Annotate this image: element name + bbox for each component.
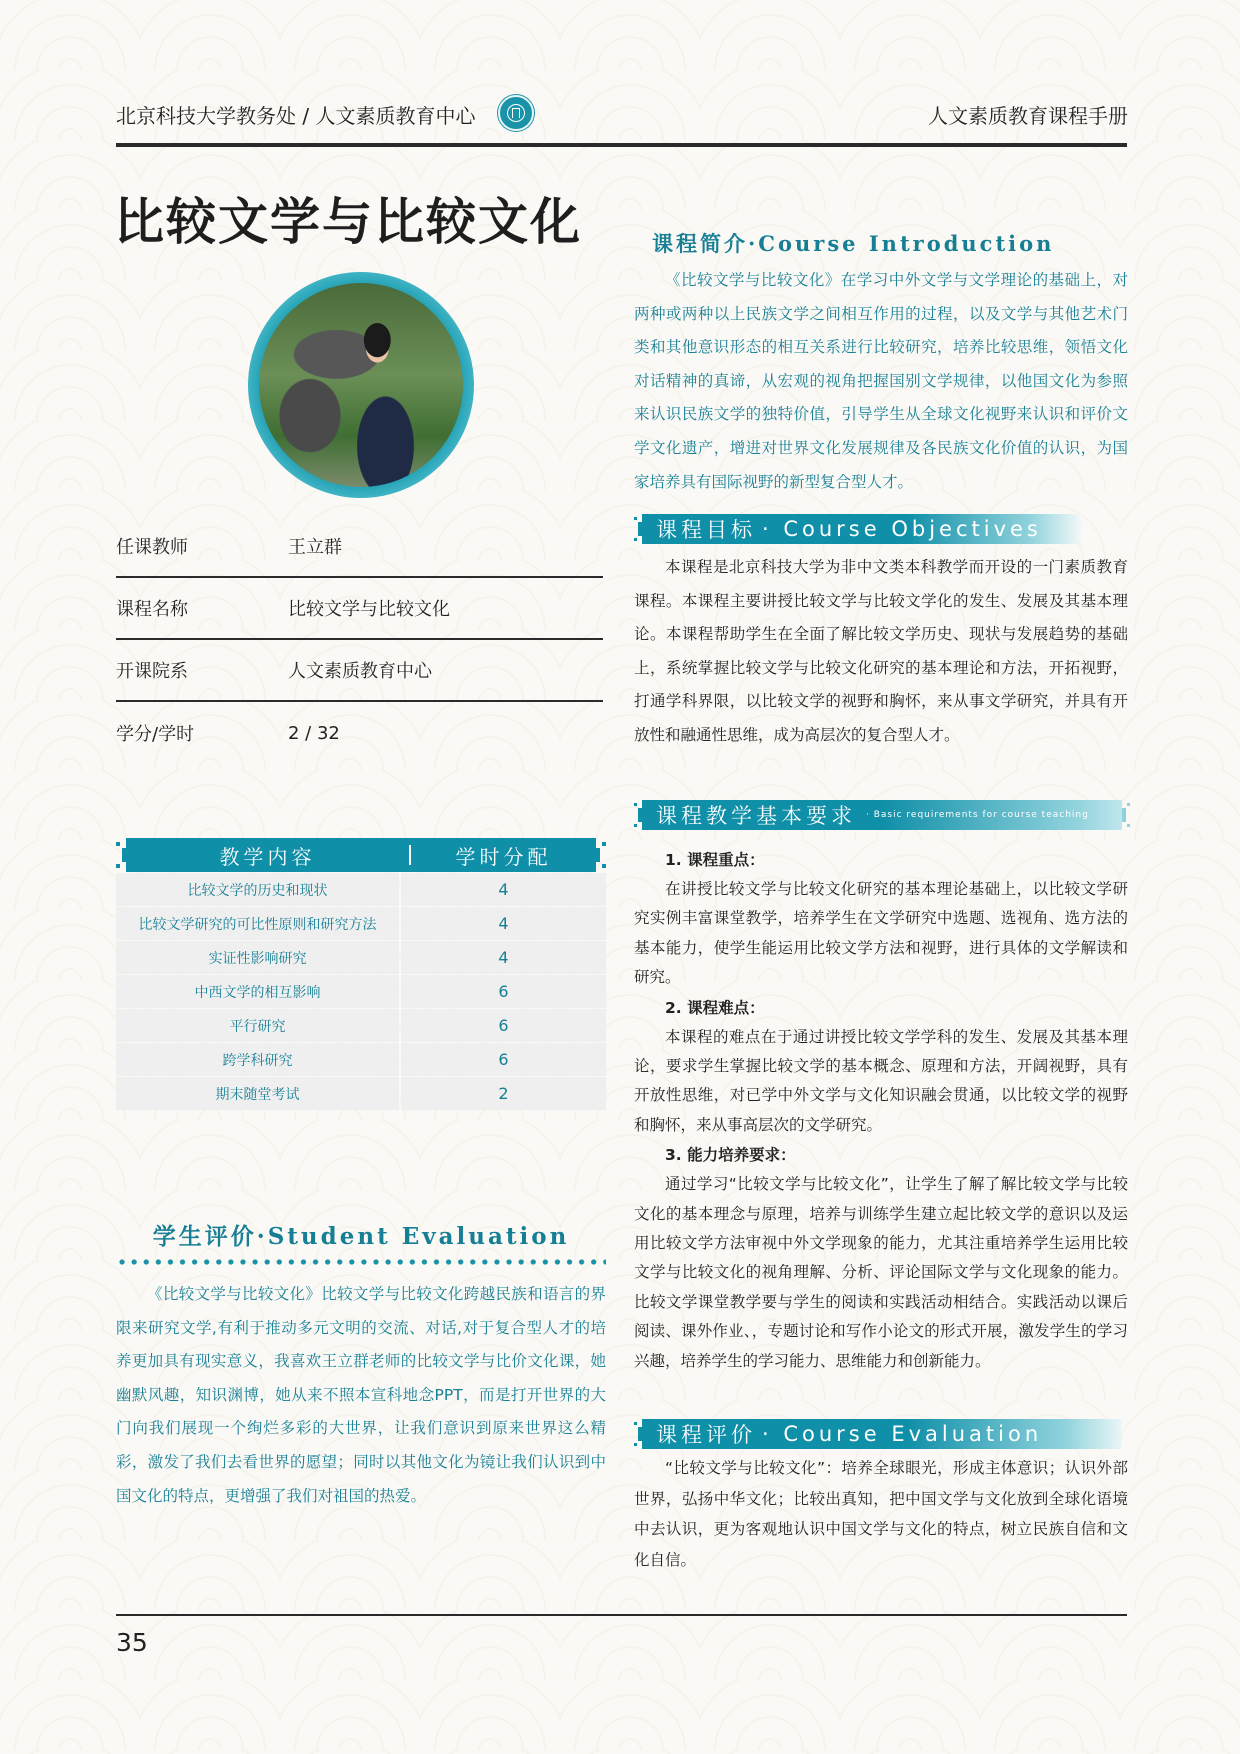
info-value: 王立群	[288, 537, 342, 558]
topic-cell: 实证性影响研究	[116, 941, 399, 974]
hours-cell: 6	[401, 975, 606, 1008]
table-row	[116, 1009, 606, 1042]
student-evaluation-text: 《比较文学与比较文化》比较文学与比较文化跨越民族和语言的界限来研究文学,有利于推动多元文明的交流、对话,对于复合型人才的培养更加具有现实意义，我喜欢王立群老师的比较文学与比价文化课，她幽默风趣，知识渊博，她从来不照本宣科地念PPT，而是打开世界的大门向我们展现一个绚烂多彩的大世界，让我们意识到原来世界这么精彩，激发了我们去看世界的愿望；同时以其他文化为镜让我们认识到中国文化的特点，更增强了我们对祖国的热爱。	[116, 1285, 606, 1505]
student-evaluation-title: 学生评价·Student Evaluation	[152, 1223, 570, 1250]
info-label: 学分/学时	[116, 724, 195, 745]
info-value: 比较文学与比较文化	[288, 599, 450, 620]
header-handbook-title: 人文素质教育课程手册	[928, 104, 1128, 128]
table-row	[116, 1043, 606, 1076]
banner-title-en: · Course Evaluation	[762, 1422, 1043, 1446]
topic-cell: 跨学科研究	[116, 1043, 399, 1076]
footer-divider	[116, 1614, 1127, 1616]
course-evaluation-text: “比较文学与比较文化”：培养全球眼光，形成主体意识；认识外部世界，弘扬中华文化；比较出真知，把中国文学与文化放到全球化语境中去认识，更为客观地认识中国文学与文化的特点，树立民族自信和文化自信。	[634, 1459, 1128, 1569]
table-row	[116, 941, 606, 974]
section-banner-course-evaluation	[642, 1419, 1122, 1449]
info-label: 课程名称	[116, 599, 188, 620]
info-row-credits	[116, 702, 603, 764]
section-banner-objectives	[642, 514, 1082, 544]
topic-cell: 比较文学研究的可比性原则和研究方法	[116, 907, 399, 940]
topic-cell: 平行研究	[116, 1009, 399, 1042]
requirement-heading: 1. 课程重点：	[665, 851, 765, 869]
teacher-portrait	[259, 283, 463, 487]
hours-cell: 4	[401, 907, 606, 940]
info-value: 人文素质教育中心	[288, 661, 432, 682]
hours-cell: 4	[401, 941, 606, 974]
requirement-heading: 3. 能力培养要求：	[665, 1146, 796, 1165]
dotted-divider	[116, 1259, 606, 1265]
column-header-content: 教学内容	[219, 844, 316, 869]
topic-cell: 比较文学的历史和现状	[116, 873, 399, 906]
info-row-department	[116, 640, 603, 702]
info-value: 2 / 32	[288, 722, 340, 744]
info-row-course-name	[116, 578, 603, 640]
column-header-hours: 学时分配	[455, 844, 552, 869]
info-label: 任课教师	[116, 537, 188, 558]
university-seal-icon	[498, 95, 534, 131]
requirement-text: 本课程的难点在于通过讲授比较文学学科的发生、发展及其基本理论，要求学生掌握比较文学的基本概念、原理和方法，开阔视野，具有开放性思维，对已学中外文学与文化知识融会贯通，以比较文学的视野和胸怀，来从事高层次的文学研究。	[634, 1027, 1128, 1134]
seal-glyph	[512, 108, 520, 118]
banner-title-zh: 课程评价	[656, 1423, 756, 1447]
header-department: 北京科技大学教务处 / 人文素质教育中心	[116, 104, 476, 128]
course-title: 比较文学与比较文化	[114, 192, 582, 251]
header-divider	[116, 143, 1127, 147]
course-objectives-text: 本课程是北京科技大学为非中文类本科教学而开设的一门素质教育课程。本课程主要讲授比较文学与比较文学化的发生、发展及其基本理论。本课程帮助学生在全面了解比较文学历史、现状与发展趋势的基础上，系统掌握比较文学与比较文化研究的基本理论和方法，开拓视野，打通学科界限，以比较文学的视野和胸怀，来从事文学研究，并具有开放性和融通性思维，成为高层次的复合型人才。	[634, 558, 1128, 744]
requirement-heading: 2. 课程难点：	[665, 998, 765, 1017]
table-header	[126, 838, 596, 872]
table-row	[116, 1077, 606, 1110]
table-row	[116, 975, 606, 1008]
info-row-teacher	[116, 516, 603, 578]
topic-cell: 中西文学的相互影响	[116, 975, 399, 1008]
banner-title-zh: 课程目标	[656, 518, 756, 542]
course-introduction-title: 课程简介·Course Introduction	[652, 231, 1055, 256]
info-label: 开课院系	[116, 661, 188, 682]
course-introduction-text: 《比较文学与比较文化》在学习中外文学与文学理论的基础上，对两种或两种以上民族文学之间相互作用的过程，以及文学与其他艺术门类和其他意识形态的相互关系进行比较研究，培养比较思维，领悟文化对话精神的真谛，从宏观的视角把握国别文学规律，以他国文化为参照来认识民族文学的独特价值，引导学生从全球文化视野来认识和评价文学文化遗产，增进对世界文化发展规律及各民族文化价值的认识，为国家培养具有国际视野的新型复合型人才。	[634, 271, 1128, 491]
section-banner-requirements	[642, 800, 1122, 830]
table-row	[116, 873, 606, 906]
hours-cell: 6	[401, 1043, 606, 1076]
table-row	[116, 907, 606, 940]
hours-cell: 4	[401, 873, 606, 906]
topic-cell: 期末随堂考试	[116, 1077, 399, 1110]
hours-cell: 2	[401, 1077, 606, 1110]
requirement-text: 通过学习“比较文学与比较文化”，让学生了解了解比较文学与比较文化的基本理念与原理，培养与训练学生建立起比较文学的意识以及运用比较文学方法审视中外文学现象的能力，尤其注重培养学生运用比较文学与比较文化的视角理解、分析、评论国际文学与文化现象的能力。比较文学课堂教学要与学生的阅读和实践活动相结合。实践活动以课后阅读、课外作业、，专题讨论和写作小论文的形式开展，激发学生的学习兴趣，培养学生的学习能力、思维能力和创新能力。	[634, 1175, 1128, 1370]
banner-title-en: · Course Objectives	[762, 517, 1042, 541]
teacher-portrait-frame	[248, 272, 474, 498]
teaching-content-table	[116, 838, 606, 1110]
requirement-text: 在讲授比较文学与比较文化研究的基本理论基础上，以比较文学研究实例丰富课堂教学，培养学生在文学研究中选题、选视角、选方法的基本能力，使学生能运用比较文学方法和视野，进行具体的文学解读和研究。	[634, 880, 1128, 987]
banner-title-zh: 课程教学基本要求	[656, 804, 856, 828]
hours-cell: 6	[401, 1009, 606, 1042]
course-info-table	[116, 516, 603, 764]
banner-title-en: · Basic requirements for course teaching	[866, 810, 1089, 820]
requirements-list	[634, 845, 1128, 1376]
page-number: 35	[116, 1628, 148, 1657]
